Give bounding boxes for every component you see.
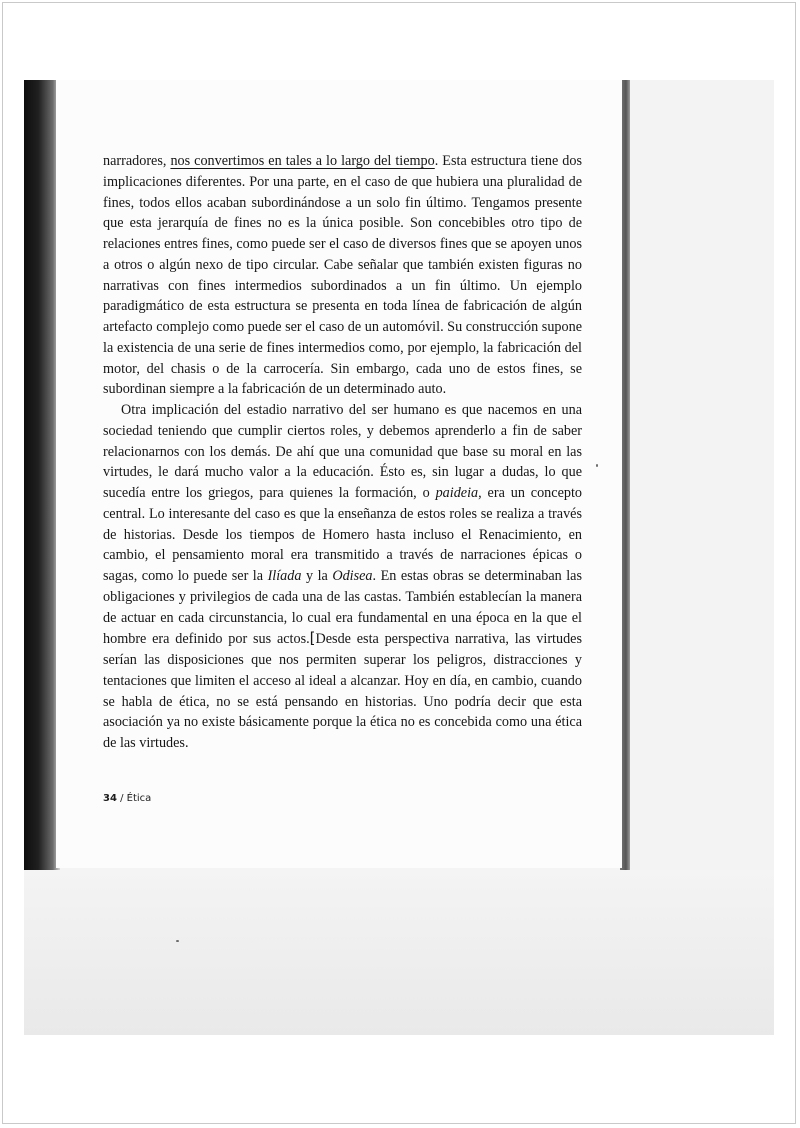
text-run: narradores, [103,153,171,169]
text-run: Otra implicación del estadio narrativo del ser humano es que nacemos en una sociedad teniendo que cumplir ciertos roles, y debemos aprenderlo a fin de saber relacionarnos con los demás. De ahí que una comunidad que base su moral en las virtudes, le dará mucho valor a la educación. Ésto es, sin lugar a dudas, lo que sucedía entre los griegos, para quienes la formación, o [103,402,582,501]
text-run: y la [301,568,333,584]
italic-text: Odisea [332,568,373,584]
underlined-text: nos convertimos en tales a lo largo del tiempo [170,153,435,169]
book-page [56,80,622,868]
text-run: . En estas obras se determinaban las obligaciones y privilegios de cada una de las castas. También establecían la manera de actuar en cada circunstancia, lo cual era fundamental en una época en la que el hombre era definido por sus actos. [103,568,582,648]
page-footer [103,793,151,804]
page-body-text [103,151,582,754]
book-title: Ética [126,793,152,804]
scan-lower-area [24,868,774,1035]
italic-text: paideia [435,485,479,501]
scan-speck [176,940,179,942]
text-run: Desde esta perspectiva narrativa, las virtudes serían las disposiciones que nos permiten superar los peligros, distracciones y tentaciones que limiten el acceso al ideal a alcanzar. Hoy en día, en cambio, cuando se habla de ética, no se está pensando en historias. Uno podría decir que esta asociación ya no existe básicamente porque la ética no es concebida como una ética de las virtudes. [103,631,582,751]
footer-separator: / [116,793,127,804]
italic-text: Ilíada [267,568,302,584]
handwritten-bracket: [ [309,629,316,648]
scan-right-margin [628,80,774,870]
scan-speck [596,464,598,467]
book-gutter-shadow [24,80,60,870]
paragraph [103,151,582,400]
text-run: , era un concepto central. Lo interesante del caso es que la enseñanza de estos roles se realiza a través de historias. Desde los tiempos de Homero hasta incluso el Renacimiento, en cambio, el pensamiento moral era transmitido a través de narraciones épicas o sagas, como lo puede ser la [103,485,583,584]
text-run: . Esta estructura tiene dos implicaciones diferentes. Por una parte, en el caso de que hubiera una pluralidad de fines, todos ellos acaban subordinándose a un solo fin último. Tengamos presente que esta jerarquía de fines no es la única posible. Son concebibles otro tipo de relaciones entres fines, como puede ser el caso de diversos fines que se apoyen unos a otros o algún nexo de tipo circular. Cabe señalar que también existen figuras no narrativas con fines intermedios subordinados a un fin último. Un ejemplo paradigmático de esta estructura se presenta en toda línea de fabricación de algún artefacto complejo como puede ser el caso de un automóvil. Su construcción supone la existencia de una serie de fines intermedios como, por ejemplo, la fabricación del motor, del chasis o de la carrocería. Sin embargo, cada uno de estos fines, se subordinan siempre a la fabricación de un determinado auto. [103,153,582,398]
page-number: 34 [103,793,117,804]
paragraph [103,400,582,754]
